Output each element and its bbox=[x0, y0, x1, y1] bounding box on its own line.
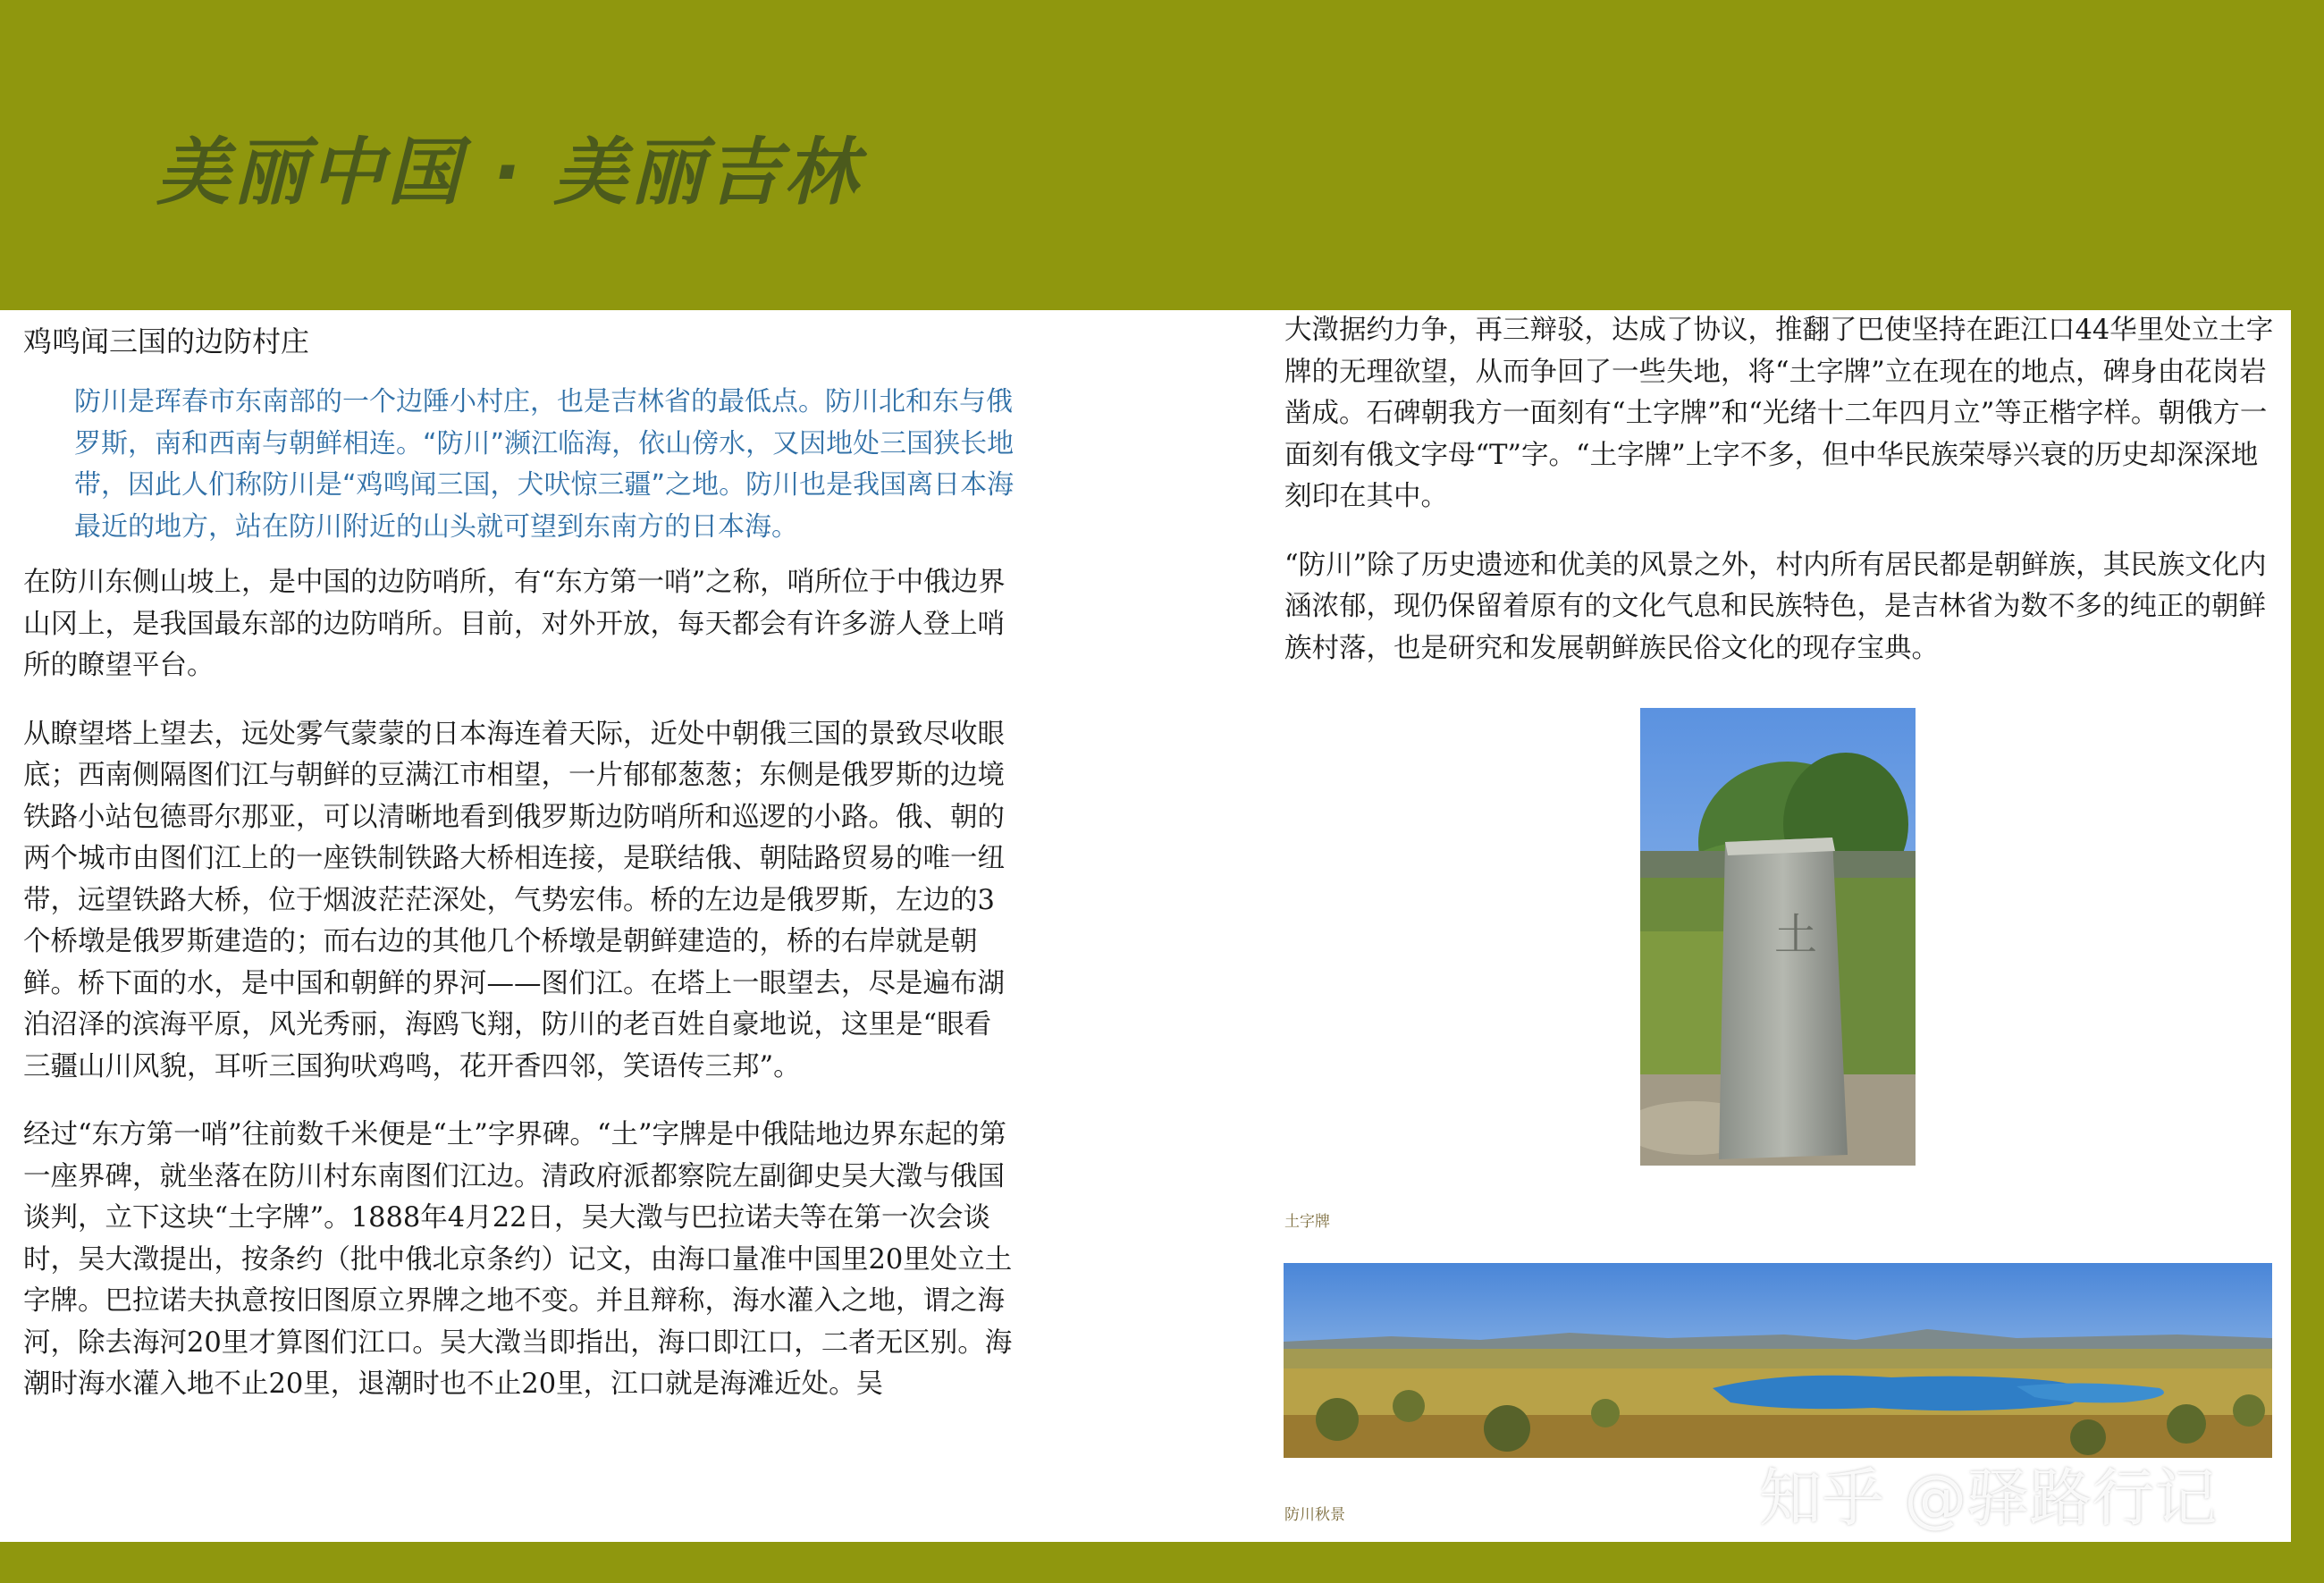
body-paragraph-5: “防川”除了历史遗迹和优美的风景之外，村内所有居民都是朝鲜族，其民族文化内涵浓郁，现仍保留着原有的文化气息和民族特色，是吉林省为数不多的纯正的朝鲜族村落，也是研究和发展朝鲜族民俗文化的现存宝典。 bbox=[1284, 549, 2267, 664]
body-paragraph-2: 从瞭望塔上望去，远处雾气蒙蒙的日本海连着天际，近处中朝俄三国的景致尽收眼底；西南侧隔图们江与朝鲜的豆满江市相望，一片郁郁葱葱；东侧是俄罗斯的边境铁路小站包德哥尔那亚，可以清晰地看到俄罗斯边防哨所和巡逻的小路。俄、朝的两个城市由图们江上的一座铁制铁路大桥相连接，是联结俄、朝陆路贸易的唯一纽带，远望铁路大桥，位于烟波茫茫深处，气势宏伟。桥的左边是俄罗斯，左边的3个桥墩是俄罗斯建造的；而右边的其他几个桥墩是朝鲜建造的，桥的右岸就是朝鲜。桥下面的水，是中国和朝鲜的界河——图们江。在塔上一眼望去，尽是遍布湖泊沼泽的滨海平原，风光秀丽，海鸥飞翔，防川的老百姓自豪地说，这里是“眼看三疆山川风貌，耳听三国狗吠鸡鸣，花开香四邻，笑语传三邦”。 bbox=[23, 718, 1005, 1082]
photo-caption: 土字牌 bbox=[1284, 1213, 1330, 1231]
right-column bbox=[1284, 310, 2277, 669]
zhihu-watermark: 知乎 @驿路行记 bbox=[1759, 1461, 2218, 1535]
body-paragraph-1: 在防川东侧山坡上，是中国的边防哨所，有“东方第一哨”之称，哨所位于中俄边界山冈上，是我国最东部的边防哨所。目前，对外开放，每天都会有许多游人登上哨所的瞭望平台。 bbox=[23, 567, 1006, 681]
lead-paragraph: 防川是珲春市东南部的一个边陲小村庄，也是吉林省的最低点。防川北和东与俄罗斯，南和西南与朝鲜相连。“防川”濒江临海，依山傍水，又因地处三国狭长地带，因此人们称防川是“鸡鸣闻三国，犬吠惊三疆”之地。防川也是我国离日本海最近的地方，站在防川附近的山头就可望到东南方的日本海。 bbox=[74, 386, 1015, 543]
article-title: 鸡鸣闻三国的边防村庄 bbox=[23, 324, 310, 358]
body-paragraph-3: 经过“东方第一哨”往前数千米便是“土”字界碑。“土”字牌是中俄陆地边界东起的第一座界碑，就坐落在防川村东南图们江边。清政府派都察院左副御史吴大澂与俄国谈判，立下这块“土字牌”。1888年4月22日，吴大澂与巴拉诺夫等在第一次会谈时，吴大澂提出，按条约（批中俄北京条约）记文，由海口量准中国里20里处立土字牌。巴拉诺夫执意按旧图原立界牌之地不变。并且辩称，海水灌入之地，谓之海河，除去海河20里才算图们江口。吴大澂当即指出，海口即江口，二者无区别。海潮时海水灌入地不止20里，退潮时也不止20里，江口就是海滩近处。吴 bbox=[23, 1119, 1013, 1400]
left-column bbox=[23, 319, 1015, 1406]
boundary-marker-photo bbox=[1640, 708, 1916, 1166]
magazine-header-title: 美丽中国 · 美丽吉林 bbox=[156, 131, 862, 215]
body-paragraph-4: 大澂据约力争，再三辩驳，达成了协议，推翻了巴使坚持在距江口44华里处立土字牌的无理欲望，从而争回了一些失地，将“土字牌”立在现在的地点，碑身由花岗岩凿成。石碑朝我方一面刻有“土字牌”和“光绪十二年四月立”等正楷字样。朝俄方一面刻有俄文字母“T”字。“土字牌”上字不多，但中华民族荣辱兴衰的历史却深深地刻印在其中。 bbox=[1284, 315, 2274, 512]
svg-text:土: 土 bbox=[1774, 910, 1818, 960]
landscape-caption: 防川秋景 bbox=[1284, 1506, 1345, 1524]
autumn-landscape-photo bbox=[1284, 1263, 2272, 1458]
